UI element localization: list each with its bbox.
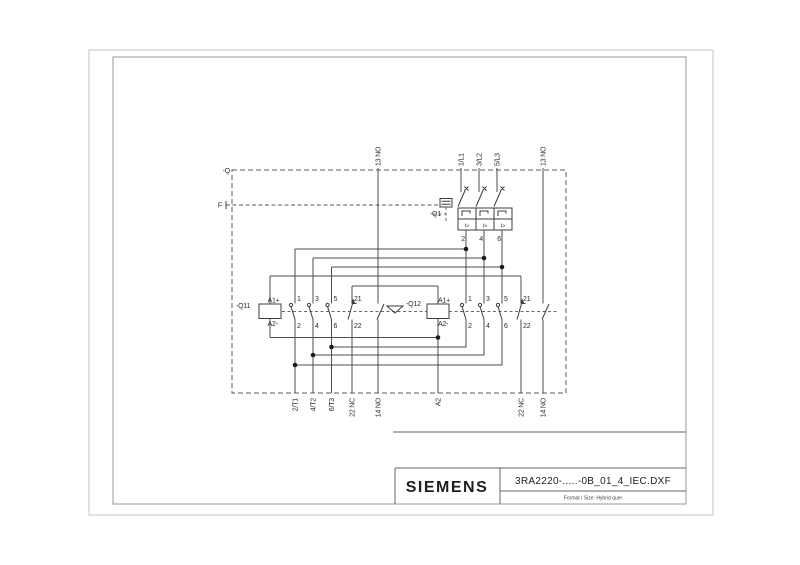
terminal-label-2T1: 2/T1 [292,398,300,412]
breaker-release-label: I> [500,223,506,230]
title-block [393,432,686,504]
breaker-trip-x-icon [465,187,505,191]
breaker-q1 [430,168,512,243]
contact-label: 2 [468,323,472,330]
breaker-output-label: 4 [479,236,483,243]
contact-label: 6 [333,323,338,330]
junction-dots [293,247,505,368]
breaker-output-label: 2 [461,236,465,243]
contact-label: 1 [297,296,301,303]
terminal-label-13NO-left: 13 NO [375,146,383,166]
terminal-label-5L3: 5/L3 [494,153,502,166]
contact-label: 5 [333,296,338,303]
contactor-q11-label: -Q11 [236,303,251,310]
contact-label: 21 [523,296,531,303]
coil-a1-label: A1+ [267,297,280,305]
terminal-label-6T3: 6/T3 [329,398,336,412]
trip-line [218,201,440,210]
trip-label: F [217,202,222,210]
terminal-label-A2: A2 [435,398,443,407]
top-terminal-labels [376,146,548,166]
coil-a2-label: A2- [438,321,449,328]
terminal-label-3L2: 3/L2 [476,153,484,166]
contact-label: 3 [486,296,490,303]
format-size-label: Format / Size: Hybrid quer [563,495,623,502]
coil-a2-label: A2- [267,321,278,328]
contact-label: 2 [297,323,301,330]
enclosure-box [232,170,566,393]
terminal-label-14NO-left: 14 NO [375,398,383,418]
breaker-label: -Q1 [429,211,441,218]
contact-label: 6 [504,323,508,330]
contactor-q12-label: -Q12 [406,301,421,308]
contactor-q11 [236,296,384,330]
drawing-name: 3RA2220-.....-0B_01_4_IEC.DXF [515,476,671,487]
brand-logo: SIEMENS [405,479,489,496]
contact-label: 4 [486,323,490,330]
drawing-frame [113,57,686,504]
bottom-terminal-labels [293,397,548,417]
terminal-label-4T2: 4/T2 [310,398,318,412]
contact-label: 21 [354,296,362,303]
coil-q11 [259,304,281,319]
contact-label: 1 [468,296,472,303]
coil-a1-label: A1+ [438,297,451,305]
contact-label: 5 [504,296,508,303]
power-wiring [267,168,543,393]
breaker-magnetic-release-icon [462,211,506,216]
contact-label: 22 [523,323,531,330]
breaker-output-label: 6 [497,236,501,243]
contact-label: 3 [315,296,319,303]
sheet-border [89,50,713,515]
contactor-q12 [406,296,549,330]
contact-label: 4 [315,323,319,330]
contact-label: 22 [354,323,362,330]
coil-q12 [427,304,449,319]
enclosure-label: -Q [222,168,230,175]
terminal-label-22NC-right: 22 NC [518,398,526,417]
terminal-label-1L1: 1/L1 [458,153,466,166]
breaker-release-label: I> [464,223,470,230]
terminal-label-14NO-right: 14 NO [540,398,548,418]
terminal-label-13NO-right: 13 NO [540,146,548,166]
terminal-label-22NC-left: 22 NC [349,398,357,417]
breaker-release-label: I> [482,223,488,230]
